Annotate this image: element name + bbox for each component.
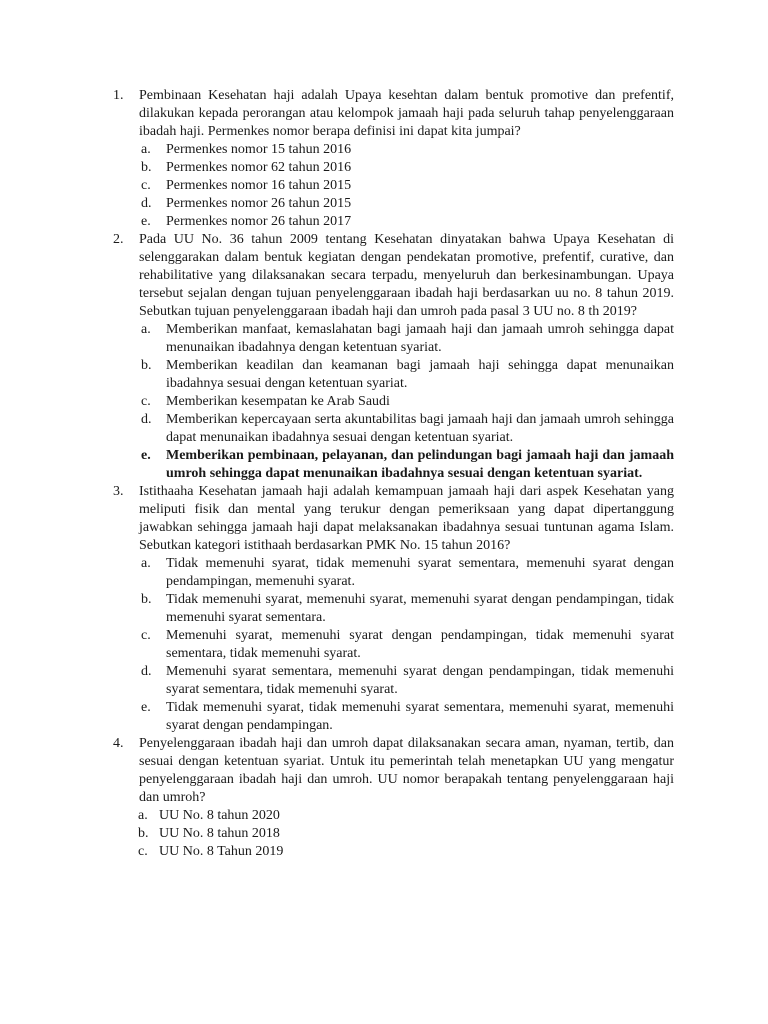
option-d: [139, 411, 674, 447]
question-text: Pembinaan Kesehatan haji adalah Upaya kesehtan dalam bentuk promotive dan prefentif, dilakukan kepada perorangan atau kelompok jamaah haji pada seluruh tahap penyelenggaraan ibadah haji. Permenkes nomor berapa definisi ini dapat kita jumpai?: [139, 88, 674, 139]
option-letter: a.: [141, 556, 151, 571]
question-4: [113, 735, 674, 861]
option-list: [139, 321, 674, 483]
option-letter: a.: [141, 322, 151, 337]
option-text: Memenuhi syarat sementara, memenuhi syarat dengan pendampingan, tidak memenuhi syarat sementara, tidak memenuhi syarat.: [166, 664, 674, 697]
option-a: [136, 807, 674, 825]
option-letter: c.: [138, 844, 148, 859]
option-text: Tidak memenuhi syarat, tidak memenuhi syarat sementara, memenuhi syarat dengan pendampingan, memenuhi syarat.: [166, 556, 674, 589]
option-list: [139, 807, 674, 861]
option-c: [139, 177, 674, 195]
option-letter: a.: [141, 142, 151, 157]
question-1: [113, 87, 674, 231]
option-text: Memberikan kepercayaan serta akuntabilitas bagi jamaah haji dan jamaah umroh sehingga dapat menunaikan ibadahnya sesuai dengan ketentuan syariat.: [166, 412, 674, 445]
option-d: [139, 195, 674, 213]
option-text: Permenkes nomor 26 tahun 2017: [166, 214, 352, 229]
option-letter: c.: [141, 178, 151, 193]
option-letter: e.: [141, 700, 151, 715]
question-2: [113, 231, 674, 483]
option-letter: b.: [141, 592, 152, 607]
option-text: UU No. 8 tahun 2020: [159, 808, 280, 823]
option-a: [139, 321, 674, 357]
option-letter: e.: [141, 448, 151, 463]
option-e: [139, 699, 674, 735]
option-text: Permenkes nomor 26 tahun 2015: [166, 196, 352, 211]
option-letter: c.: [141, 394, 151, 409]
option-e: [139, 213, 674, 231]
option-text: UU No. 8 Tahun 2019: [159, 844, 284, 859]
option-letter: d.: [141, 664, 152, 679]
option-c: [136, 843, 674, 861]
option-b: [139, 159, 674, 177]
option-a: [139, 555, 674, 591]
option-list: [139, 141, 674, 231]
question-3: [113, 483, 674, 735]
option-a: [139, 141, 674, 159]
option-c: [139, 393, 674, 411]
option-text: Memberikan pembinaan, pelayanan, dan pelindungan bagi jamaah haji dan jamaah umroh sehingga dapat menunaikan ibadahnya sesuai dengan ketentuan syariat.: [166, 448, 674, 481]
option-text: Memenuhi syarat, memenuhi syarat dengan pendampingan, tidak memenuhi syarat sementara, tidak memenuhi syarat.: [166, 628, 674, 661]
option-b: [136, 825, 674, 843]
option-letter: b.: [141, 160, 152, 175]
option-b: [139, 357, 674, 393]
option-text: Permenkes nomor 16 tahun 2015: [166, 178, 352, 193]
question-text: Pada UU No. 36 tahun 2009 tentang Kesehatan dinyatakan bahwa Upaya Kesehatan di selenggarakan dalam bentuk kegiatan dengan pendekatan promotive, prefentif, curative, dan rehabilitative yang dilaksanakan secara terpadu, menyeluruh dan berkesinambungan. Upaya tersebut sejalan dengan tujuan penyelenggaraan ibadah haji berdasarkan uu no. 8 tahun 2019. Sebutkan tujuan penyelenggaraan ibadah haji dan umroh pada pasal 3 UU no. 8 th 2019?: [139, 232, 674, 319]
option-letter: d.: [141, 196, 152, 211]
question-number: 1.: [113, 88, 124, 103]
option-letter: d.: [141, 412, 152, 427]
option-text: Tidak memenuhi syarat, tidak memenuhi syarat sementara, memenuhi syarat, memenuhi syarat dengan pendampingan.: [166, 700, 674, 733]
question-number: 2.: [113, 232, 124, 247]
option-c: [139, 627, 674, 663]
option-letter: e.: [141, 214, 151, 229]
option-letter: c.: [141, 628, 151, 643]
option-text: Memberikan keadilan dan keamanan bagi jamaah haji sehingga dapat menunaikan ibadahnya sesuai dengan ketentuan syariat.: [166, 358, 674, 391]
question-text: Penyelenggaraan ibadah haji dan umroh dapat dilaksanakan secara aman, nyaman, tertib, dan sesuai dengan ketentuan syariat. Untuk itu pemerintah telah menetapkan UU yang mengatur penyelenggaraan ibadah haji dan umroh. UU nomor berapakah tentang penyelenggaraan haji dan umroh?: [139, 736, 674, 805]
option-e-answer: [139, 447, 674, 483]
option-letter: a.: [138, 808, 148, 823]
option-b: [139, 591, 674, 627]
option-text: Tidak memenuhi syarat, memenuhi syarat, memenuhi syarat dengan pendampingan, tidak memenuhi syarat sementara.: [166, 592, 674, 625]
option-text: Memberikan manfaat, kemaslahatan bagi jamaah haji dan jamaah umroh sehingga dapat menunaikan ibadahnya dengan ketentuan syariat.: [166, 322, 674, 355]
option-text: UU No. 8 tahun 2018: [159, 826, 280, 841]
option-list: [139, 555, 674, 735]
option-text: Memberikan kesempatan ke Arab Saudi: [166, 394, 390, 409]
option-d: [139, 663, 674, 699]
option-text: Permenkes nomor 15 tahun 2016: [166, 142, 352, 157]
option-text: Permenkes nomor 62 tahun 2016: [166, 160, 352, 175]
question-text: Istithaaha Kesehatan jamaah haji adalah kemampuan jamaah haji dari aspek Kesehatan yang meliputi fisik dan mental yang terukur dengan pemeriksaan yang dapat dipertanggung jawabkan sehingga jamaah haji dapat melaksanakan ibadahnya sesuai tuntunan agama Islam. Sebutkan kategori istithaah berdasarkan PMK No. 15 tahun 2016?: [139, 484, 674, 553]
question-number: 3.: [113, 484, 124, 499]
option-letter: b.: [138, 826, 149, 841]
question-number: 4.: [113, 736, 124, 751]
option-letter: b.: [141, 358, 152, 373]
